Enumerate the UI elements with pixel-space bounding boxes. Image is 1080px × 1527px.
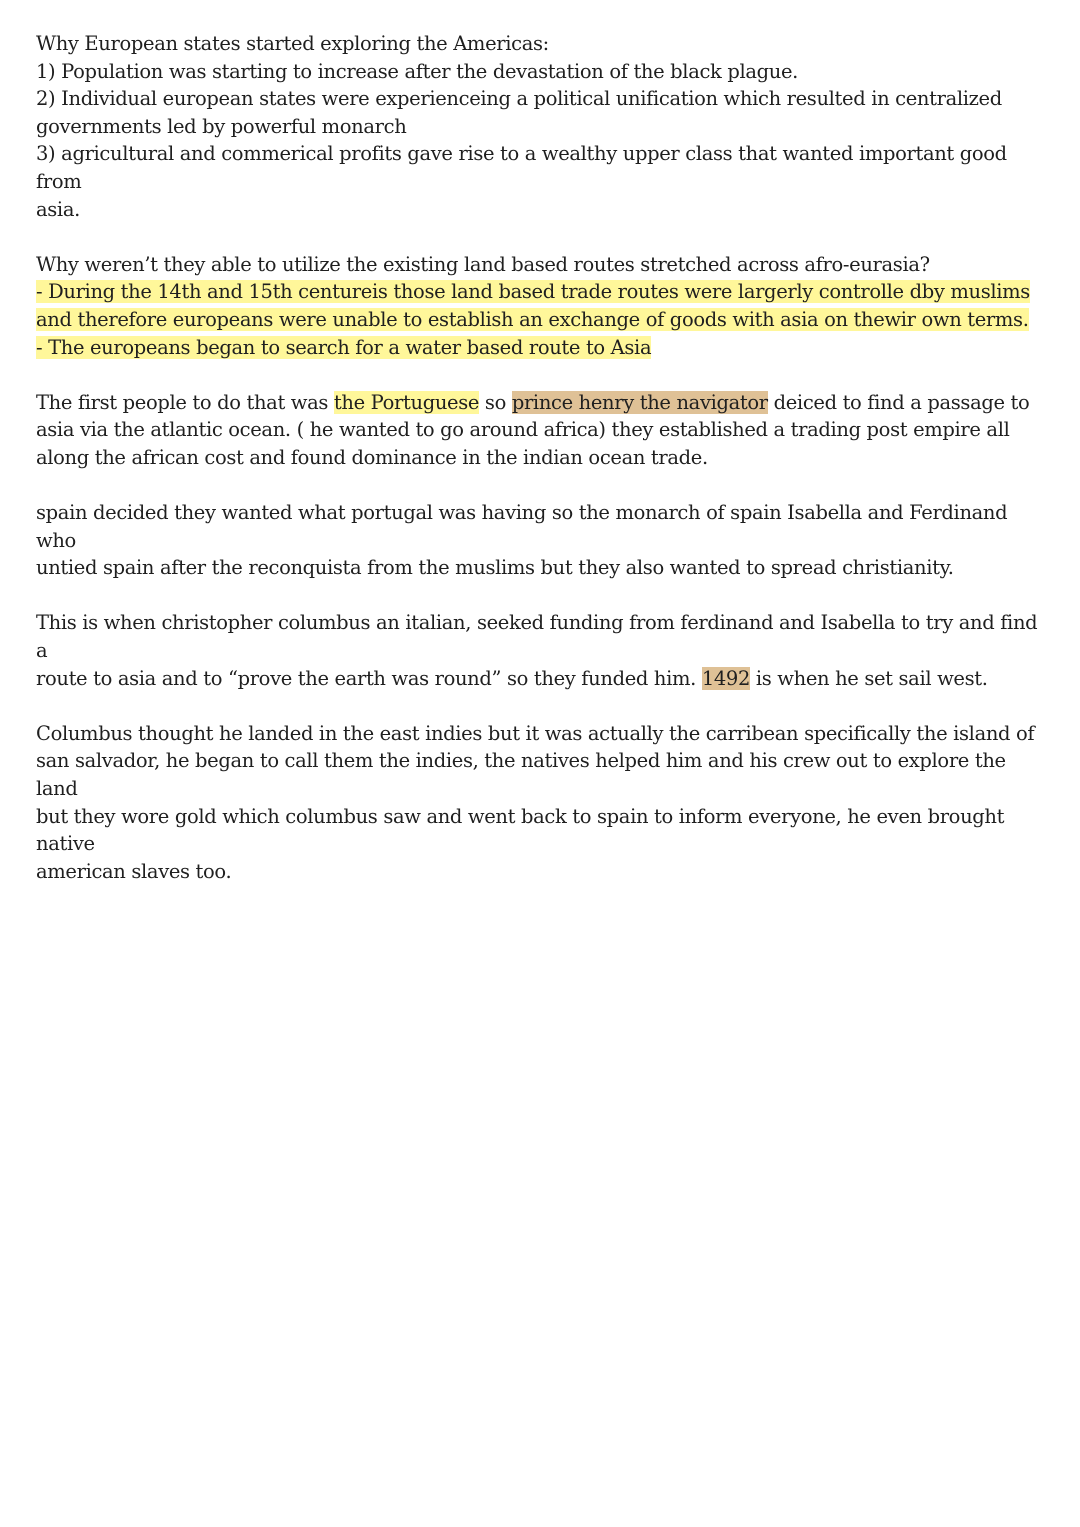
highlighted-text: - During the 14th and 15th centureis those land based trade routes were largerly controlle dby muslims xyxy=(36,280,1030,304)
highlighted-text: and therefore europeans were unable to establish an exchange of goods with asia on thewir own terms. xyxy=(36,307,1029,331)
columbus-funding-paragraph xyxy=(36,609,1046,692)
portuguese-paragraph xyxy=(36,389,1046,472)
reasons-heading: Why European states started exploring the Americas: xyxy=(36,32,549,55)
portuguese-line-2: asia via the atlantic ocean. ( he wanted to go around africa) they established a trading post empire all xyxy=(36,418,1010,442)
highlight-prince-henry: prince henry the navigator xyxy=(511,390,768,414)
reason-3-line-2: asia. xyxy=(36,197,80,221)
land-routes-paragraph xyxy=(36,251,1046,361)
columbus-landing-line-3: but they wore gold which columbus saw and went back to spain to inform everyone, he even brought native xyxy=(36,804,1010,856)
highlight-portuguese: the Portuguese xyxy=(333,390,480,414)
reason-3-line-1: 3) agricultural and commerical profits gave rise to a wealthy upper class that wanted important good from xyxy=(36,142,1013,193)
columbus-landing-line-4: american slaves too. xyxy=(36,859,232,883)
reason-2-line-2: governments led by powerful monarch xyxy=(36,114,407,138)
reason-2-line-1: 2) Individual european states were experienceing a political unification which resulted in centralized xyxy=(36,87,1002,111)
columbus-funding-line-1: This is when christopher columbus an italian, seeked funding from ferdinand and Isabella to try and find a xyxy=(36,611,1044,663)
portuguese-line-3: along the african cost and found dominance in the indian ocean trade. xyxy=(36,445,708,469)
spain-paragraph xyxy=(36,499,1046,582)
spain-line-1: spain decided they wanted what portugal was having so the monarch of spain Isabella and Ferdinand who xyxy=(36,501,1014,552)
columbus-landing-paragraph xyxy=(36,720,1046,886)
text-segment: route to asia and to “prove the earth was round” so they funded him. xyxy=(36,666,702,690)
document-page xyxy=(36,30,1046,913)
text-segment: so xyxy=(479,390,512,414)
land-routes-answer-line-3 xyxy=(36,334,1046,362)
spain-line-2: untied spain after the reconquista from the muslims but they also wanted to spread christianity. xyxy=(36,556,954,580)
columbus-funding-line-2 xyxy=(36,665,1046,693)
text-segment: deiced to find a passage to xyxy=(767,390,1030,414)
columbus-landing-line-2: san salvador, he began to call them the indies, the natives helped him and his crew out to explore the land xyxy=(36,749,1012,801)
land-routes-question: Why weren’t they able to utilize the existing land based routes stretched across afro-eurasia? xyxy=(36,252,930,276)
highlighted-text: - The europeans began to search for a water based route to Asia xyxy=(36,335,652,359)
highlight-1492: 1492 xyxy=(701,666,751,690)
text-segment: The first people to do that was xyxy=(36,390,334,414)
reasons-paragraph xyxy=(36,30,1046,223)
portuguese-line-1 xyxy=(36,389,1046,417)
reason-1: 1) Population was starting to increase after the devastation of the black plague. xyxy=(36,59,799,83)
land-routes-answer-line-2 xyxy=(36,306,1046,334)
columbus-landing-line-1: Columbus thought he landed in the east indies but it was actually the carribean specifically the island of xyxy=(36,721,1035,745)
text-segment: is when he set sail west. xyxy=(750,666,988,690)
land-routes-answer-line-1 xyxy=(36,278,1046,306)
